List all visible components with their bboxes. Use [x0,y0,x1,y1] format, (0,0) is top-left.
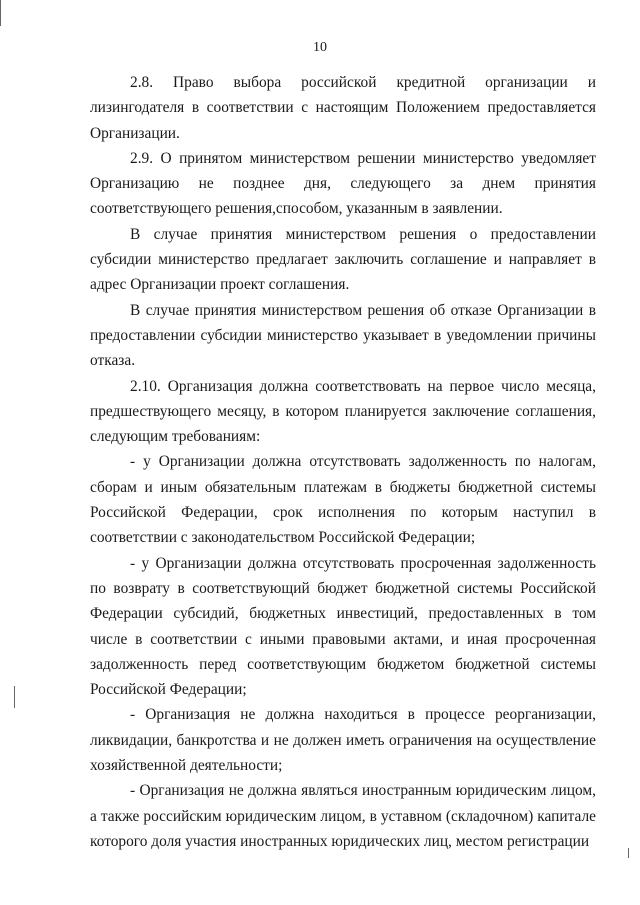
requirement-no-overdue-debt: - у Организации должна отсутствовать просроченная задолженность по возврату в соответствующий бюджет бюджетной системы Российской Федерации субсидий, бюджетных инвестиций, предоставленных в том числе в соответствии с иными правовыми актами, и иная просроченная задолженность перед соответствующим бюджетом бюджетной системы Российской Федерации; [90,554,596,699]
paragraph-refusal: В случае принятия министерством решения об отказе Организации в предоставлении субсидии министерство указывает в уведомлении причины отказа. [90,301,596,370]
scan-edge-mark-right [628,848,629,858]
paragraph-2-8: 2.8. Право выбора российской кредитной организации и лизингодателя в соответствии с настоящим Положением предоставляется Организации. [90,74,596,142]
paragraph-2-10: 2.10. Организация должна соответствовать на первое число месяца, предшествующего месяцу, в котором планируется заключение соглашения, следующим требованиям: [90,377,596,446]
requirement-no-tax-debt: - у Организации должна отсутствовать задолженность по налогам, сборам и иным обязательным платежам в бюджеты бюджетной системы Российской Федерации, срок исполнения по которым наступил в соответствии с законодательством Российской Федерации; [90,453,596,547]
page-number: 10 [313,40,327,55]
requirement-no-reorganization: - Организация не должна находиться в процессе реорганизации, ликвидации, банкротства и не должен иметь ограничения на осуществление хозяйственной деятельности; [90,706,596,775]
paragraph-2-9: 2.9. О принятом министерством решении министерство уведомляет Организацию не позднее дня, следующего за днем принятия соответствующего решения,способом, указанным в заявлении. [90,149,596,218]
paragraph-agreement-offer: В случае принятия министерством решения о предоставлении субсидии министерство предлагает заключить соглашение и направляет в адрес Организации проект соглашения. [90,225,596,294]
document-body [90,70,596,854]
scan-edge-mark-left [14,686,15,708]
requirement-not-foreign-entity: - Организация не должна являться иностранным юридическим лицом, а также российским юридическим лицом, в уставном (складочном) капитале которого доля участия иностранных юридических лиц, местом регистрации [90,782,596,850]
scan-edge-mark-top [0,0,1,26]
